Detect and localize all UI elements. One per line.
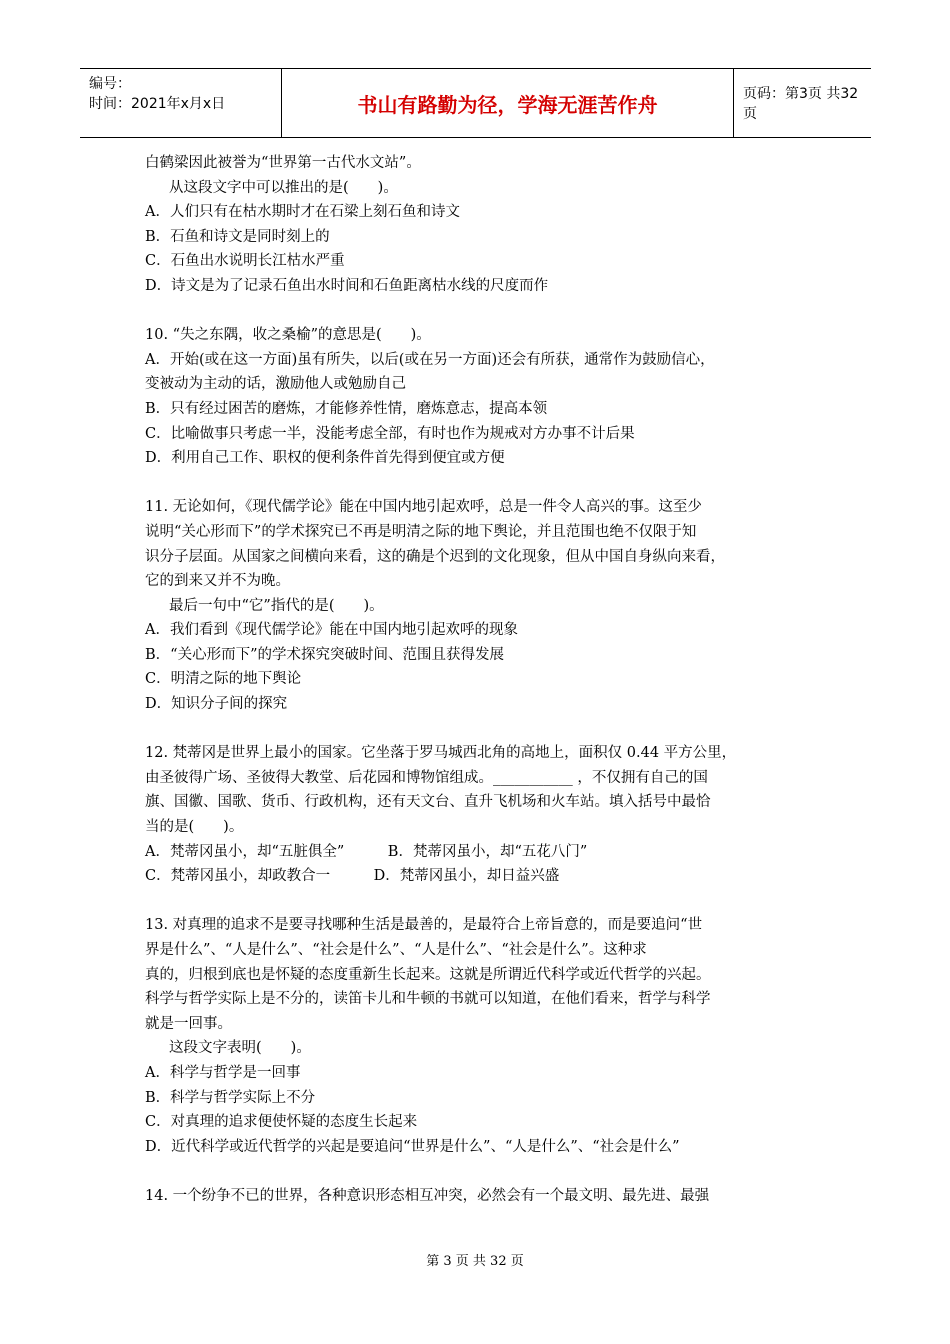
text-line: 11. 无论如何，《现代儒学论》能在中国内地引起欢呼，总是一件令人高兴的事。这至少	[145, 499, 702, 516]
text-line: C．比喻做事只考虑一半，没能考虑全部，有时也作为规戒对方办事不计后果	[145, 425, 635, 442]
text-line: 科学与哲学实际上是不分的，读笛卡儿和牛顿的书就可以知道，在他们看来，哲学与科学	[145, 991, 711, 1008]
text-line: 最后一句中“它”指代的是( )。	[169, 597, 384, 614]
text-line: 10. “失之东隅，收之桑榆”的意思是( )。	[145, 327, 431, 344]
text-line: 就是一回事。	[145, 1015, 232, 1032]
date-line: 时间：2021年x月x日	[89, 96, 226, 112]
header-info-cell	[80, 69, 282, 137]
text-line: 识分子层面。从国家之间横向来看，这的确是个迟到的文化现象，但从中国自身纵向来看，	[145, 548, 725, 565]
text-line: 14. 一个纷争不已的世界，各种意识形态相互冲突，必然会有一个最文明、最先进、最强	[145, 1187, 710, 1204]
text-line: B．科学与哲学实际上不分	[145, 1089, 316, 1106]
text-line: A．人们只有在枯水期时才在石梁上刻石鱼和诗文	[145, 204, 460, 221]
text-line: 13. 对真理的追求不是要寻找哪种生活是最善的，是最符合上帝旨意的，而是要追问“世	[145, 917, 703, 934]
text-line: 从这段文字中可以推出的是( )。	[169, 179, 398, 196]
text-line: 这段文字表明( )。	[169, 1040, 311, 1057]
text-line: A．梵蒂冈虽小，却“五脏俱全” B．梵蒂冈虽小，却“五花八门”	[145, 843, 588, 860]
motto: 书山有路勤为径，学海无涯苦作舟	[282, 69, 734, 137]
paragraph-gap	[145, 1159, 815, 1184]
text-line: A．科学与哲学是一回事	[145, 1064, 301, 1081]
text-line: 变被动为主动的话，激励他人或勉励自己	[145, 376, 406, 393]
paragraph-gap	[145, 889, 815, 914]
text-line: B．“关心形而下”的学术探究突破时间、范围且获得发展	[145, 646, 504, 663]
text-line: D．诗文是为了记录石鱼出水时间和石鱼距离枯水线的尺度而作	[145, 277, 549, 294]
text-line: 12. 梵蒂冈是世界上最小的国家。它坐落于罗马城西北角的高地上，面积仅 0.44 平方公里，	[145, 745, 737, 762]
text-line: 白鹤梁因此被誉为“世界第一古代水文站”。	[145, 155, 421, 171]
text-line: A．开始(或在这一方面)虽有所失，以后(或在另一方面)还会有所获，通常作为鼓励信心，	[145, 351, 715, 368]
text-line: 界是什么”、“人是什么”、“社会是什么”、“人是什么”、“社会是什么”。这种求	[145, 942, 647, 958]
text-line: A．我们看到《现代儒学论》能在中国内地引起欢呼的现象	[145, 622, 518, 639]
text-line: D．知识分子间的探究	[145, 696, 288, 713]
text-line: 说明“关心形而下”的学术探究已不再是明清之际的地下舆论，并且范围也绝不仅限于知	[145, 523, 697, 540]
paragraph-gap	[145, 471, 815, 496]
text-line: 由圣彼得广场、圣彼得大教堂、后花园和博物馆组成。___________ ，不仅拥有自己的国	[145, 769, 708, 786]
text-line: C．明清之际的地下舆论	[145, 671, 302, 688]
text-line: 真的，归根到底也是怀疑的态度重新生长起来。这就是所谓近代科学或近代哲学的兴起。	[145, 966, 711, 983]
document-body	[145, 151, 815, 1209]
text-line: D．近代科学或近代哲学的兴起是要追问“世界是什么”、“人是什么”、“社会是什么”	[145, 1138, 680, 1155]
text-line: 它的到来又并不为晚。	[145, 573, 290, 590]
text-line: B．石鱼和诗文是同时刻上的	[145, 228, 330, 245]
text-line: C．石鱼出水说明长江枯水严重	[145, 253, 345, 270]
serial-label: 编号：	[89, 76, 131, 92]
page-header	[80, 68, 871, 138]
text-line: 当的是( )。	[145, 819, 244, 836]
text-line: C．对真理的追求便使怀疑的态度生长起来	[145, 1114, 418, 1131]
paragraph-gap	[145, 717, 815, 742]
text-line: B．只有经过困苦的磨炼，才能修养性情，磨炼意志，提高本领	[145, 400, 548, 417]
text-line: 旗、国徽、国歌、货币、行政机构，还有天文台、直升飞机场和火车站。填入括号中最恰	[145, 794, 711, 811]
page-info: 页码：第3页 共32页	[743, 86, 859, 122]
text-line: C．梵蒂冈虽小，却政教合一 D．梵蒂冈虽小，却日益兴盛	[145, 868, 560, 885]
page-footer: 第 3 页 共 32 页	[426, 1254, 524, 1269]
paragraph-gap	[145, 299, 815, 324]
text-line: D．利用自己工作、职权的便利条件首先得到便宜或方便	[145, 450, 505, 467]
